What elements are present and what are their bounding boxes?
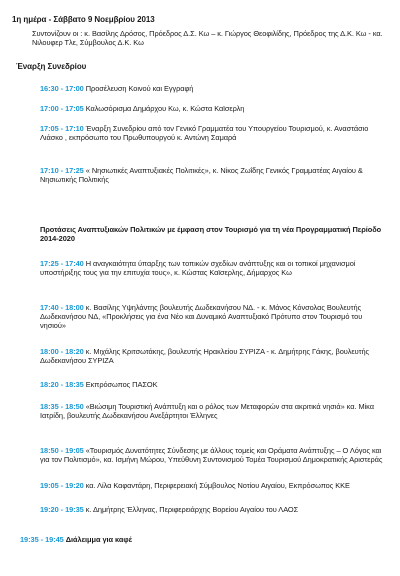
opening-heading: Έναρξη Συνεδρίου bbox=[16, 62, 87, 71]
item-text: « Νησιωτικές Αναπτυξιακές Πολιτικές», κ. Νίκος Ζωΐδης Γενικός Γραμματέας Αιγαίου & Νησιωτικής Πολιτικής bbox=[40, 166, 363, 185]
program-item bbox=[40, 481, 384, 490]
program-item bbox=[40, 303, 384, 331]
item-time: 17:00 - 17:05 bbox=[40, 104, 84, 113]
program-item bbox=[40, 380, 384, 389]
item-time: 18:50 - 19:05 bbox=[40, 446, 84, 455]
item-text: κα. Λίλα Καφαντάρη, Περιφερειακή Σύμβουλος Νοτίου Αιγαίου, Εκπρόσωπος ΚΚΕ bbox=[85, 481, 350, 490]
program-item bbox=[40, 104, 384, 113]
item-time: 17:10 - 17:25 bbox=[40, 166, 84, 175]
item-text: κ. Δημήτρης Έλληνας, Περιφερειάρχης Βορείου Αιγαίου του ΛΑΟΣ bbox=[85, 505, 299, 514]
item-time: 19:35 - 19:45 bbox=[20, 535, 64, 544]
day-title: 1η ημέρα - Σάββατο 9 Νοεμβρίου 2013 bbox=[12, 15, 155, 24]
program-item bbox=[40, 259, 384, 277]
item-time: 18:00 - 18:20 bbox=[40, 347, 84, 356]
item-time: 17:40 - 18:00 bbox=[40, 303, 84, 312]
item-text: κ. Μιχάλης Κριτσωτάκης, βουλευτής Ηρακλείου ΣΥΡΙΖΑ - κ. Δημήτρης Γάκης, βουλευτής Δωδεκανήσου ΣΥΡΙΖΑ bbox=[40, 347, 370, 366]
item-text: Έναρξη Συνεδρίου από τον Γενικό Γραμματέα του Υπουργείου Τουρισμού, κ. Αναστάσιο Λιάσκο , εκπρόσωπο του Πρωθυπουργού κ. Αντώνη Σαμαρά bbox=[40, 124, 369, 143]
item-text: Η αναγκαιότητα ύπαρξης των τοπικών σχεδίων ανάπτυξης και οι τοπικοί μηχανισμοί υποστήριξης τους για την επιτυχία τους», κ. Κώστας Καϊσερλης, Δήμαρχος Κω bbox=[40, 259, 356, 278]
program-item bbox=[40, 446, 384, 464]
coordinators-text: Συντονίζουν οι : κ. Βασίλης Δρόσος, Πρόεδρος Δ.Σ. Κω – κ. Γιώργος Θεοφιλίδης, Πρόεδρος της Δ.Κ. Κω - κα. Νιλουφερ Τλε, Σύμβουλος Δ.Κ. Κω bbox=[32, 29, 383, 48]
item-time: 19:20 - 19:35 bbox=[40, 505, 84, 514]
item-text: «Βιώσιμη Τουριστική Ανάπτυξη και ο ρόλος των Μεταφορών στα ακριτικά νησιά» κα. Μίκα Ιατρίδη, βουλευτής Δωδεκανήσου Ανεξάρτητοι Έλληνες bbox=[40, 402, 374, 421]
program-item bbox=[40, 124, 384, 142]
item-time: 18:20 - 18:35 bbox=[40, 380, 84, 389]
item-text: κ. Βασίλης Υψηλάντης βουλευτής Δωδεκανήσου ΝΔ. - κ. Μάνος Κόνσολας Βουλευτής Δωδεκανήσου ΝΔ, «Προκλήσεις για ένα Νέο και Δυναμικό Αναπτυξιακό Πρότυπο στον Τουρισμό του νησιού» bbox=[40, 303, 363, 331]
item-time: 18:35 - 18:50 bbox=[40, 402, 84, 411]
item-time: 17:05 - 17:10 bbox=[40, 124, 84, 133]
item-text: Διάλειμμα για καφέ bbox=[65, 535, 132, 544]
item-text: Εκπρόσωπος ΠΑΣΟΚ bbox=[85, 380, 158, 389]
program-item bbox=[40, 84, 384, 93]
program-item bbox=[40, 402, 384, 420]
program-item bbox=[40, 347, 384, 365]
session-title: Προτάσεις Αναπτυξιακών Πολιτικών με έμφαση στον Τουρισμό για τη νέα Προγραμματική Περίοδο 2014-2020 bbox=[40, 225, 382, 244]
program-item bbox=[40, 505, 384, 514]
coffee-break-item bbox=[20, 535, 380, 544]
program-item bbox=[40, 166, 384, 184]
item-text: «Τουρισμός Δυνατότητες Σύνδεσης με άλλους τομείς και Οράματα Ανάπτυξης – Ο Λόγος και για τον Πολιτισμό», κα. Ισμήνη Μώρου, Υπεύθυνη Συντονισμού Τομέα Τουρισμού Δημοκρατικής Αριστεράς bbox=[40, 446, 383, 465]
item-time: 16:30 - 17:00 bbox=[40, 84, 84, 93]
item-time: 19:05 - 19:20 bbox=[40, 481, 84, 490]
item-text: Καλωσόρισμα Δημάρχου Κω, κ. Κώστα Καϊσερλη bbox=[85, 104, 245, 113]
item-text: Προσέλευση Κοινού και Εγγραφή bbox=[85, 84, 194, 93]
item-time: 17:25 - 17:40 bbox=[40, 259, 84, 268]
